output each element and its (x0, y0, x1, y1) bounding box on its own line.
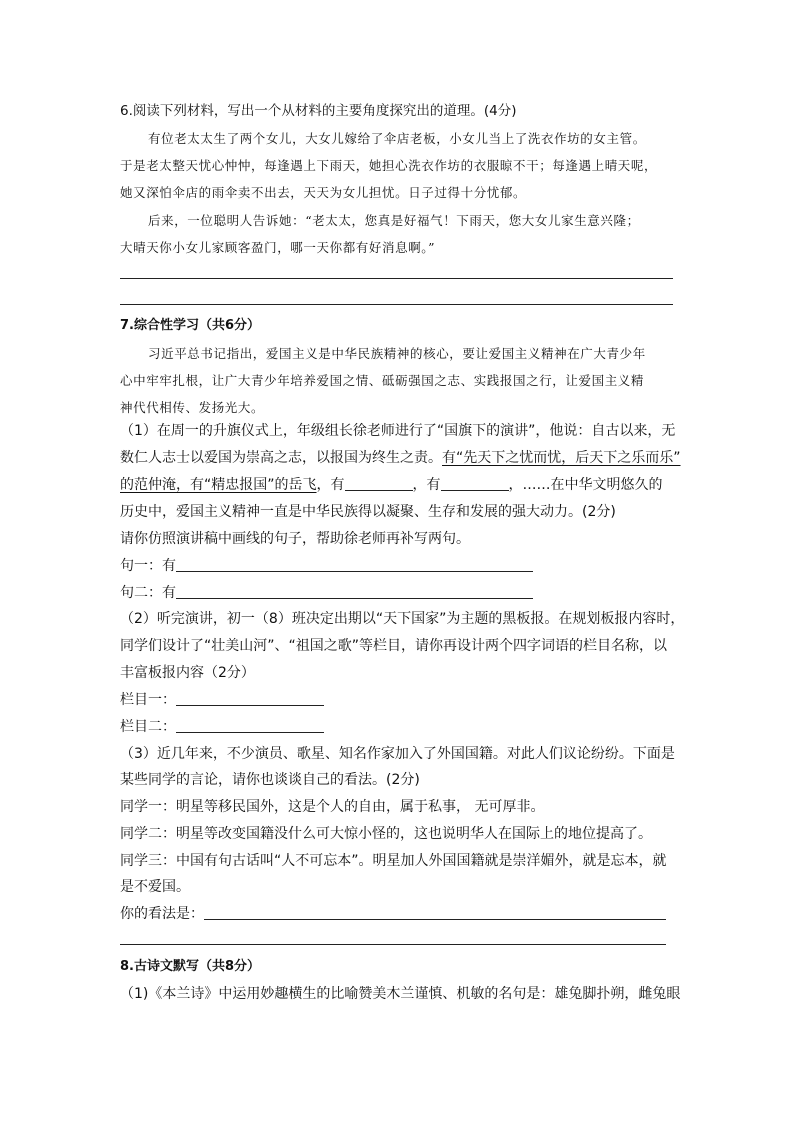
student-opinion: 是不爱国。 (120, 879, 190, 895)
q6-material-line: 后来，一位聪明人告诉她：“老太太，您真是好福气！下雨天，您大女儿家生意兴隆； (148, 213, 640, 228)
q6-material-line: 大晴天你小女儿家顾客盈门，哪一天你都有好消息啊。” (120, 240, 436, 255)
q7-intro-line: 习近平总书记指出，爱国主义是中华民族精神的核心，要让爱国主义精神在广大青少年 (148, 346, 646, 361)
q6-material-line: 有位老太太生了两个女儿，大女儿嫁给了伞店老板，小女儿当上了洗衣作坊的女主管。 (148, 131, 646, 146)
q6-material-line: 于是老太整天忧心忡忡，每逢遇上下雨天，她担心洗衣作坊的衣服晾不干；每逢遇上晴天呢， (120, 158, 658, 173)
sentence-two-row (120, 583, 533, 603)
q7-part1-text: ，有 (316, 477, 345, 493)
q7-part2-line: （2）听完演讲，初一（8）班决定出期以“天下国家”为主题的黑板报。在规划板报内容时， (120, 611, 685, 627)
your-view-answer-line[interactable] (120, 944, 666, 945)
q7-part1-text: ，……在中华文明悠久的 (508, 477, 663, 493)
q6-prompt: 6.阅读下列材料，写出一个从材料的主要角度探究出的道理。(4分) (120, 103, 517, 119)
q7-part1-text: 数仁人志士以爱国为崇高之志，以报国为终生之责。 (120, 450, 442, 466)
q7-part1-line: （1）在周一的升旗仪式上，年级组长徐老师进行了“国旗下的演讲”，他说：自古以来，无 (120, 423, 676, 439)
column-one-blank[interactable] (176, 690, 324, 706)
column-two-label: 栏目二： (120, 719, 176, 735)
student-opinion: 同学三：中国有句古话叫“人不可忘本”。明星加人外国国籍就是崇洋媚外，就是忘本，就 (120, 853, 667, 869)
sentence-two-blank[interactable] (176, 583, 533, 599)
q6-answer-line[interactable] (120, 304, 673, 305)
q7-underlined-example: 有“先天下之忧而忧，后天下之乐而乐” (442, 450, 681, 466)
q8-part1-line: （1)《本兰诗》中运用妙趣横生的比喻赞美木兰谨慎、机敏的名句是：雄兔脚扑朔，雌兔眼 (120, 986, 681, 1002)
q7-part2-line: 同学们设计了“壮美山河”、“祖国之歌”等栏目，请你再设计两个四字词语的栏目名称，以 (120, 638, 668, 654)
sentence-one-row (120, 556, 533, 576)
q7-part1-line: 历史中，爱国主义精神一直是中华民族得以凝聚、生存和发展的强大动力。(2分) (120, 504, 616, 520)
sentence-two-label: 句二：有 (120, 585, 176, 601)
your-view-blank[interactable] (204, 904, 666, 920)
fill-blank[interactable] (441, 475, 509, 491)
column-two-blank[interactable] (176, 717, 324, 733)
q8-title: 8.古诗文默写（共8分） (120, 959, 261, 974)
q7-title: 7.综合性学习（共6分） (120, 318, 261, 333)
sentence-one-label: 句一：有 (120, 558, 176, 574)
student-opinion: 同学二：明星等改变国籍没什么可大惊小怪的，这也说明华人在国际上的地位提高了。 (120, 826, 652, 842)
q7-underlined-example: 的范仲淹，有“精忠报国”的岳飞 (120, 477, 317, 493)
q6-answer-line[interactable] (120, 278, 673, 279)
fill-blank[interactable] (345, 475, 413, 491)
q7-part1-line (120, 475, 663, 495)
q7-part1-text: ，有 (412, 477, 441, 493)
q7-intro-line: 神代代相传、发扬光大。 (120, 400, 265, 415)
q7-part1-line (120, 448, 681, 468)
sentence-one-blank[interactable] (176, 556, 533, 572)
column-one-label: 栏目一： (120, 692, 176, 708)
q7-intro-line: 心中牢牢扎根，让广大青少年培养爱国之情、砥砺强国之志、实践报国之行，让爱国主义精 (120, 373, 645, 388)
your-view-label: 你的看法是： (120, 906, 204, 922)
your-view-row (120, 904, 666, 924)
q7-part2-line: 丰富板报内容（2分） (120, 665, 255, 681)
column-two-row (120, 717, 324, 737)
student-opinion: 同学一：明星等移民国外，这是个人的自由，属于私事， 无可厚非。 (120, 799, 545, 815)
q6-material-line: 她又深怕伞店的雨伞卖不出去，天天为女儿担忧。日子过得十分忧郁。 (120, 185, 527, 200)
column-one-row (120, 690, 324, 710)
q7-part1-line: 请你仿照演讲稿中画线的句子，帮助徐老师再补写两句。 (120, 531, 470, 547)
q7-part3-line: 某些同学的言论，请你也谈谈自己的看法。(2分) (120, 772, 420, 788)
q7-part3-line: （3）近几年来，不少演员、歌星、知名作家加入了外国国籍。对此人们议论纷纷。下面是 (120, 746, 675, 762)
